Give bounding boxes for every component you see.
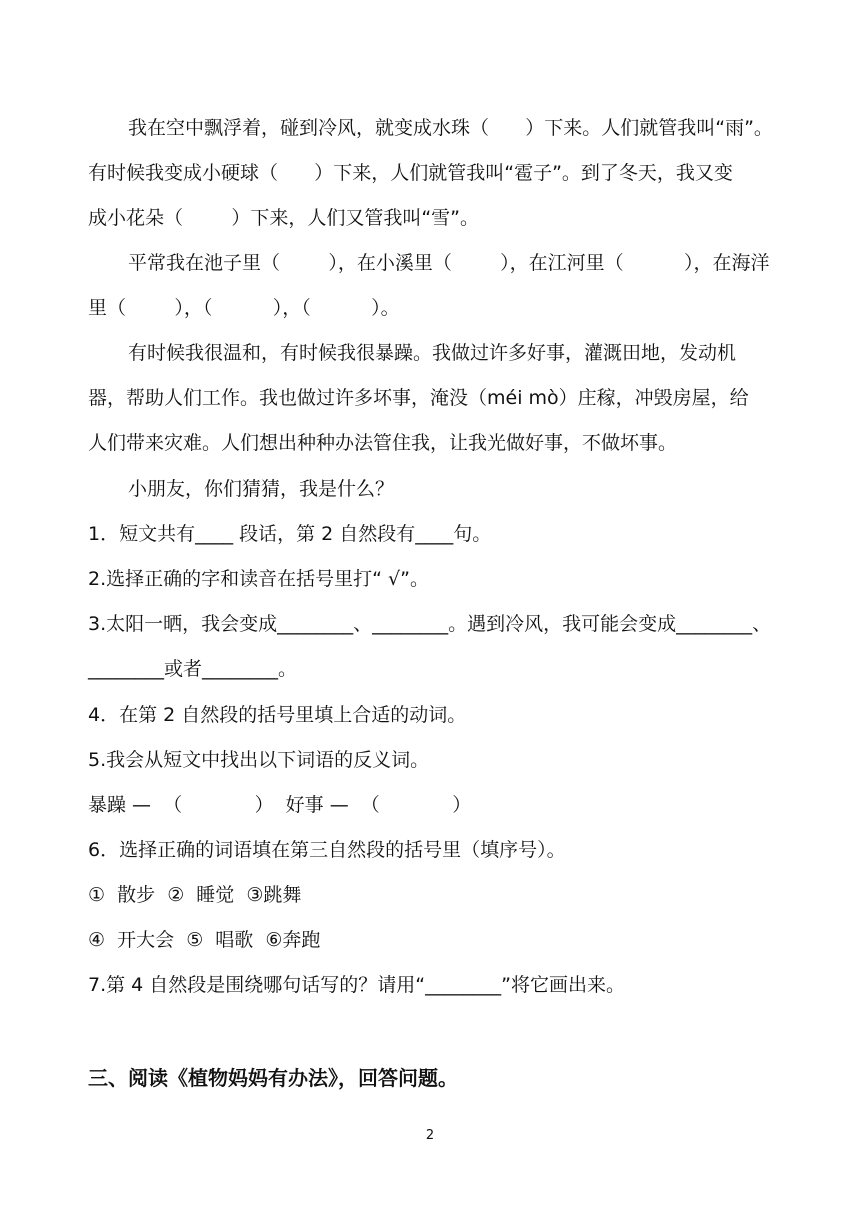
paragraph-2-line-1: 平常我在池子里（ ），在小溪里（ ），在江河里（ ），在海洋 [128,252,770,274]
question-6-options-row-2: ④ 开大会 ⑤ 唱歌 ⑥奔跑 [88,929,321,951]
paragraph-1-line-2: 有时候我变成小硬球（ ）下来，人们就管我叫“雹子”。到了冬天，我又变 [88,162,733,184]
question-2: 2.选择正确的字和读音在括号里打“ √”。 [88,568,429,590]
question-1: 1．短文共有____ 段话，第 2 自然段有____句。 [88,523,492,545]
paragraph-4: 小朋友，你们猜猜，我是什么？ [128,478,395,500]
paragraph-1-line-3: 成小花朵（ ）下来，人们又管我叫“雪”。 [88,207,480,229]
paragraph-3-line-3: 人们带来灾难。人们想出种种办法管住我，让我光做好事，不做坏事。 [88,432,678,454]
question-4: 4．在第 2 自然段的括号里填上合适的动词。 [88,704,467,726]
paragraph-2-line-2: 里（ ），（ ），（ ）。 [88,297,400,319]
question-7: 7.第 4 自然段是围绕哪句话写的？请用“________”将它画出来。 [88,974,625,996]
question-3-line-1: 3.太阳一晒，我会变成________、________。遇到冷风，我可能会变成________、 [88,613,772,635]
question-6: 6．选择正确的词语填在第三自然段的括号里（填序号）。 [88,839,566,861]
section-3-heading: 三、阅读《植物妈妈有办法》，回答问题。 [88,1066,458,1090]
question-6-options-row-1: ① 散步 ② 睡觉 ③跳舞 [88,884,302,906]
question-5-word-pairs: 暴躁 — （ ） 好事 — （ ） [88,794,472,816]
question-3-line-2: ________或者________。 [88,658,298,680]
page-number: 2 [425,1128,435,1143]
question-5: 5.我会从短文中找出以下词语的反义词。 [88,749,430,771]
paragraph-3-line-1: 有时候我很温和，有时候我很暴躁。我做过许多好事，灌溉田地，发动机 [128,342,737,364]
paragraph-1-line-1: 我在空中飘浮着，碰到冷风，就变成水珠（ ）下来。人们就管我叫“雨”。 [128,117,773,139]
paragraph-3-line-2: 器，帮助人们工作。我也做过许多坏事，淹没（méi mò）庄稼，冲毁房屋，给 [88,387,749,409]
